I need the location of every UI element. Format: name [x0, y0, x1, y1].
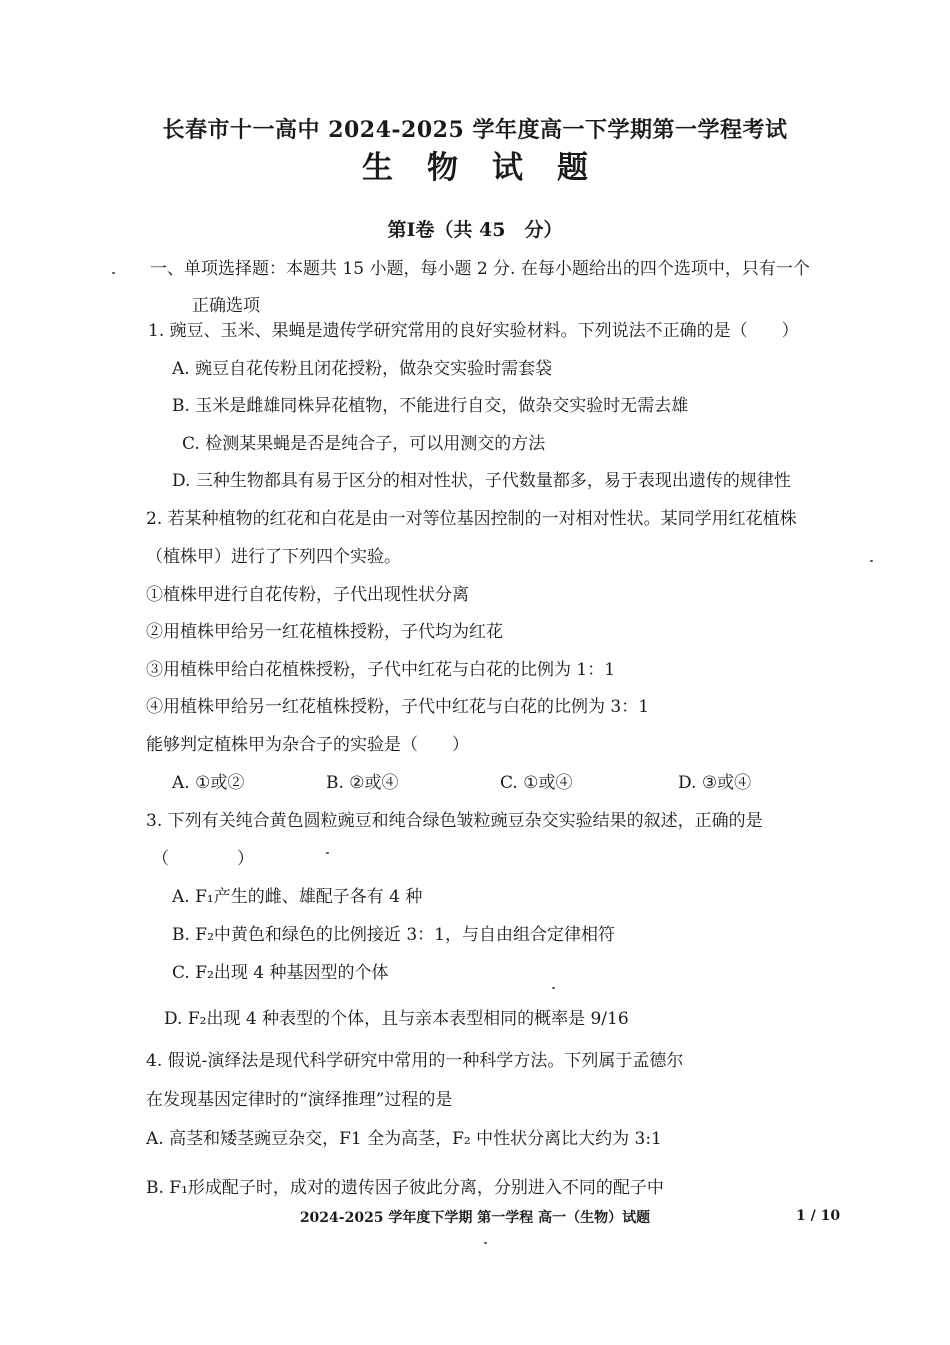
- question-3-stem-2: （ ）: [152, 849, 254, 869]
- page-number: 1 / 10: [796, 1208, 841, 1224]
- question-2-stem-2: （植株甲）进行了下列四个实验。: [146, 547, 401, 567]
- question-2-option-b: B. ②或④: [326, 773, 399, 793]
- question-1-option-b: B. 玉米是雌雄同株异花植物，不能进行自交，做杂交实验时无需去雄: [172, 396, 689, 416]
- question-3-option-a: A. F₁产生的雌、雄配子各有 4 种: [172, 887, 423, 907]
- question-3-option-d: D. F₂出现 4 种表型的个体，且与亲本表型相同的概率是 9/16: [164, 1009, 629, 1029]
- exam-title: 长春市十一高中 2024-2025 学年度高一下学期第一学程考试: [162, 117, 788, 143]
- question-2-ask: 能够判定植株甲为杂合子的实验是（ ）: [146, 735, 469, 755]
- question-4-stem-1: 4. 假说-演绎法是现代科学研究中常用的一种科学方法。下列属于孟德尔: [146, 1051, 684, 1071]
- question-1-stem: 1. 豌豆、玉米、果蝇是遗传学研究常用的良好实验材料。下列说法不正确的是（ ）: [148, 321, 799, 341]
- question-2-experiment-2: ②用植株甲给另一红花植株授粉，子代均为红花: [146, 622, 503, 642]
- question-2-experiment-1: ①植株甲进行自花传粉，子代出现性状分离: [146, 585, 469, 605]
- instructions-line-1: 一、单项选择题：本题共 15 小题，每小题 2 分. 在每小题给出的四个选项中，只有一个: [150, 259, 810, 279]
- scan-speck: [484, 1242, 487, 1244]
- question-1-option-a: A. 豌豆自花传粉且闭花授粉，做杂交实验时需套袋: [172, 359, 553, 379]
- question-2-option-a: A. ①或②: [172, 773, 245, 793]
- question-2-stem-1: 2. 若某种植物的红花和白花是由一对等位基因控制的一对相对性状。某同学用红花植株: [146, 509, 797, 529]
- question-1-option-c: C. 检测某果蝇是否是纯合子，可以用测交的方法: [182, 434, 546, 454]
- scan-speck: [326, 852, 329, 854]
- question-3-stem-1: 3. 下列有关纯合黄色圆粒豌豆和纯合绿色皱粒豌豆杂交实验结果的叙述，正确的是: [146, 811, 763, 831]
- question-1-option-d: D. 三种生物都具有易于区分的相对性状，子代数量都多，易于表现出遗传的规律性: [172, 471, 791, 491]
- question-2-option-c: C. ①或④: [500, 773, 573, 793]
- page-footer: 2024-2025 学年度下学期 第一学程 高一（生物）试题: [299, 1210, 651, 1226]
- question-4-option-b: B. F₁形成配子时，成对的遗传因子彼此分离，分别进入不同的配子中: [146, 1178, 664, 1198]
- instructions-line-2: 正确选项: [192, 296, 260, 316]
- section-heading: 第Ⅰ卷（共 45 分）: [387, 219, 563, 241]
- subject-title: 生物试题: [362, 150, 622, 186]
- question-2-option-d: D. ③或④: [678, 773, 752, 793]
- question-3-option-c: C. F₂出现 4 种基因型的个体: [172, 963, 389, 983]
- scan-speck: [112, 272, 115, 274]
- question-2-experiment-4: ④用植株甲给另一红花植株授粉，子代中红花与白花的比例为 3：1: [146, 697, 650, 717]
- question-4-stem-2: 在发现基因定律时的“演绎推理”过程的是: [146, 1090, 453, 1110]
- question-3-option-b: B. F₂中黄色和绿色的比例接近 3：1，与自由组合定律相符: [172, 925, 615, 945]
- scan-speck: [870, 560, 873, 562]
- question-2-experiment-3: ③用植株甲给白花植株授粉，子代中红花与白花的比例为 1：1: [146, 660, 616, 680]
- scan-speck: [552, 987, 555, 989]
- question-4-option-a: A. 高茎和矮茎豌豆杂交，F1 全为高茎，F₂ 中性状分离比大约为 3:1: [146, 1129, 662, 1149]
